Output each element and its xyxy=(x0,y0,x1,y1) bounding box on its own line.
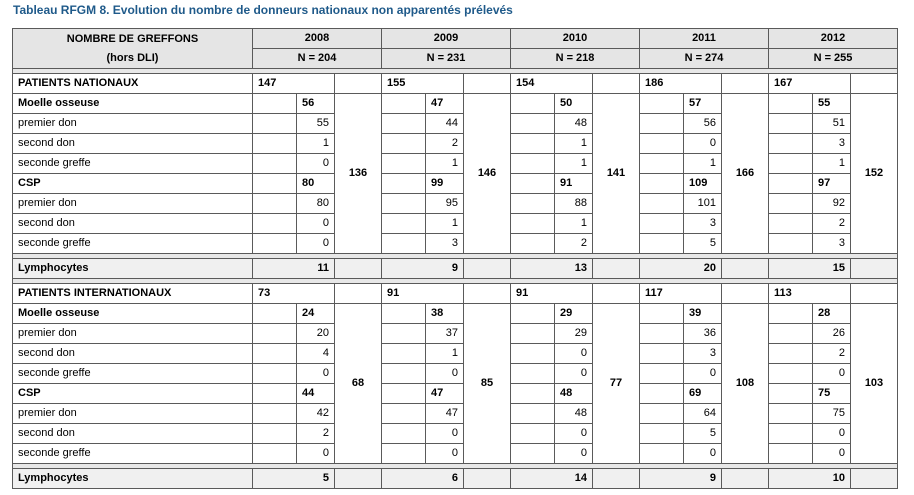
subtotal-value: 47 xyxy=(426,384,464,404)
indent-cell xyxy=(640,444,684,464)
detail-value: 1 xyxy=(555,214,593,234)
lymphocytes-value: 14 xyxy=(511,469,593,489)
detail-value: 3 xyxy=(813,234,851,254)
subtotal-value: 97 xyxy=(813,174,851,194)
section-total-empty xyxy=(722,74,769,94)
indent-cell xyxy=(511,404,555,424)
section-total-value: 91 xyxy=(382,284,464,304)
indent-cell xyxy=(769,134,813,154)
mo-csp-total: 166 xyxy=(722,94,769,254)
row-label: Moelle osseuse xyxy=(13,94,253,114)
detail-value: 26 xyxy=(813,324,851,344)
detail-value: 0 xyxy=(426,444,464,464)
indent-cell xyxy=(253,404,297,424)
indent-cell xyxy=(640,424,684,444)
indent-cell xyxy=(511,194,555,214)
indent-cell xyxy=(769,234,813,254)
lymphocytes-value: 9 xyxy=(640,469,722,489)
detail-value: 55 xyxy=(297,114,335,134)
section-total-empty xyxy=(593,284,640,304)
indent-cell xyxy=(769,194,813,214)
indent-cell xyxy=(253,304,297,324)
row-label: seconde greffe xyxy=(13,154,253,174)
detail-value: 2 xyxy=(555,234,593,254)
indent-cell xyxy=(253,424,297,444)
row-label: Moelle osseuse xyxy=(13,304,253,324)
indent-cell xyxy=(511,364,555,384)
indent-cell xyxy=(382,174,426,194)
lymphocytes-empty xyxy=(851,259,898,279)
lymphocytes-empty xyxy=(593,259,640,279)
detail-value: 0 xyxy=(297,214,335,234)
indent-cell xyxy=(511,424,555,444)
indent-cell xyxy=(511,214,555,234)
row-label: second don xyxy=(13,424,253,444)
indent-cell xyxy=(769,114,813,134)
indent-cell xyxy=(640,404,684,424)
mo-csp-total: 77 xyxy=(593,304,640,464)
indent-cell xyxy=(640,154,684,174)
detail-value: 36 xyxy=(684,324,722,344)
detail-value: 0 xyxy=(684,444,722,464)
subtotal-value: 47 xyxy=(426,94,464,114)
detail-value: 3 xyxy=(684,344,722,364)
detail-value: 51 xyxy=(813,114,851,134)
year-header-4: 2012 xyxy=(769,29,898,49)
table-title: Tableau RFGM 8. Evolution du nombre de donneurs nationaux non apparentés prélevés xyxy=(13,3,513,17)
indent-cell xyxy=(382,424,426,444)
indent-cell xyxy=(382,444,426,464)
section-label: PATIENTS INTERNATIONAUX xyxy=(13,284,253,304)
section-total-value: 91 xyxy=(511,284,593,304)
detail-value: 5 xyxy=(684,424,722,444)
indent-cell xyxy=(253,364,297,384)
year-n-4: N = 255 xyxy=(769,49,898,69)
indent-cell xyxy=(769,94,813,114)
section-total-value: 73 xyxy=(253,284,335,304)
year-header-3: 2011 xyxy=(640,29,769,49)
subtotal-value: 75 xyxy=(813,384,851,404)
lymphocytes-label: Lymphocytes xyxy=(13,469,253,489)
detail-value: 0 xyxy=(813,364,851,384)
section-total-empty xyxy=(335,284,382,304)
detail-value: 75 xyxy=(813,404,851,424)
header-row-years xyxy=(13,29,898,49)
detail-value: 1 xyxy=(684,154,722,174)
indent-cell xyxy=(640,214,684,234)
subtotal-value: 57 xyxy=(684,94,722,114)
indent-cell xyxy=(640,384,684,404)
lymphocytes-empty xyxy=(335,469,382,489)
detail-value: 0 xyxy=(297,364,335,384)
lymphocytes-row xyxy=(13,259,898,279)
indent-cell xyxy=(511,94,555,114)
subtotal-value: 56 xyxy=(297,94,335,114)
indent-cell xyxy=(769,304,813,324)
indent-cell xyxy=(382,344,426,364)
mo-csp-total: 141 xyxy=(593,94,640,254)
indent-cell xyxy=(769,404,813,424)
indent-cell xyxy=(769,444,813,464)
indent-cell xyxy=(640,114,684,134)
indent-cell xyxy=(382,94,426,114)
indent-cell xyxy=(382,134,426,154)
detail-value: 0 xyxy=(555,444,593,464)
detail-value: 64 xyxy=(684,404,722,424)
detail-value: 88 xyxy=(555,194,593,214)
lymphocytes-empty xyxy=(464,259,511,279)
indent-cell xyxy=(253,174,297,194)
subtotal-value: 48 xyxy=(555,384,593,404)
indent-cell xyxy=(640,364,684,384)
lymphocytes-value: 15 xyxy=(769,259,851,279)
detail-value: 0 xyxy=(555,424,593,444)
lymphocytes-empty xyxy=(335,259,382,279)
section-total-value: 147 xyxy=(253,74,335,94)
indent-cell xyxy=(253,154,297,174)
indent-cell xyxy=(640,94,684,114)
year-n-0: N = 204 xyxy=(253,49,382,69)
indent-cell xyxy=(253,214,297,234)
detail-value: 48 xyxy=(555,404,593,424)
section-total-value: 155 xyxy=(382,74,464,94)
lymphocytes-value: 20 xyxy=(640,259,722,279)
detail-value: 3 xyxy=(813,134,851,154)
mo-csp-total: 103 xyxy=(851,304,898,464)
detail-value: 20 xyxy=(297,324,335,344)
subtotal-value: 38 xyxy=(426,304,464,324)
indent-cell xyxy=(769,214,813,234)
detail-value: 95 xyxy=(426,194,464,214)
moelle-osseuse-row xyxy=(13,94,898,114)
section-total-value: 154 xyxy=(511,74,593,94)
mo-csp-total: 85 xyxy=(464,304,511,464)
detail-value: 48 xyxy=(555,114,593,134)
indent-cell xyxy=(511,134,555,154)
subtotal-value: 109 xyxy=(684,174,722,194)
indent-cell xyxy=(640,174,684,194)
detail-value: 2 xyxy=(426,134,464,154)
lymphocytes-value: 10 xyxy=(769,469,851,489)
detail-value: 1 xyxy=(555,134,593,154)
indent-cell xyxy=(382,114,426,134)
section-total-empty xyxy=(851,284,898,304)
detail-value: 101 xyxy=(684,194,722,214)
row-label: second don xyxy=(13,214,253,234)
row-label: CSP xyxy=(13,174,253,194)
detail-value: 1 xyxy=(426,154,464,174)
section-label: PATIENTS NATIONAUX xyxy=(13,74,253,94)
mo-csp-total: 152 xyxy=(851,94,898,254)
indent-cell xyxy=(769,344,813,364)
section-total-empty xyxy=(851,74,898,94)
detail-value: 1 xyxy=(555,154,593,174)
indent-cell xyxy=(640,344,684,364)
indent-cell xyxy=(511,324,555,344)
detail-value: 44 xyxy=(426,114,464,134)
detail-value: 42 xyxy=(297,404,335,424)
row-label: premier don xyxy=(13,324,253,344)
detail-value: 56 xyxy=(684,114,722,134)
detail-value: 47 xyxy=(426,404,464,424)
subtotal-value: 91 xyxy=(555,174,593,194)
indent-cell xyxy=(382,154,426,174)
mo-csp-total: 108 xyxy=(722,304,769,464)
indent-cell xyxy=(769,424,813,444)
lymphocytes-empty xyxy=(464,469,511,489)
lymphocytes-value: 9 xyxy=(382,259,464,279)
indent-cell xyxy=(253,384,297,404)
subtotal-value: 39 xyxy=(684,304,722,324)
indent-cell xyxy=(253,324,297,344)
lymphocytes-value: 6 xyxy=(382,469,464,489)
detail-value: 0 xyxy=(555,344,593,364)
detail-value: 2 xyxy=(813,214,851,234)
indent-cell xyxy=(253,344,297,364)
indent-cell xyxy=(382,214,426,234)
row-label: second don xyxy=(13,134,253,154)
donor-evolution-table xyxy=(12,28,898,489)
header-label-line1: NOMBRE DE GREFFONS xyxy=(66,32,199,45)
detail-value: 0 xyxy=(555,364,593,384)
indent-cell xyxy=(253,234,297,254)
moelle-osseuse-row xyxy=(13,304,898,324)
year-header-2: 2010 xyxy=(511,29,640,49)
mo-csp-total: 136 xyxy=(335,94,382,254)
indent-cell xyxy=(511,304,555,324)
lymphocytes-label: Lymphocytes xyxy=(13,259,253,279)
subtotal-value: 28 xyxy=(813,304,851,324)
detail-value: 0 xyxy=(684,134,722,154)
indent-cell xyxy=(382,304,426,324)
section-total-value: 117 xyxy=(640,284,722,304)
indent-cell xyxy=(382,194,426,214)
lymphocytes-empty xyxy=(851,469,898,489)
year-header-0: 2008 xyxy=(253,29,382,49)
section-total-empty xyxy=(464,284,511,304)
indent-cell xyxy=(640,194,684,214)
subtotal-value: 24 xyxy=(297,304,335,324)
detail-value: 2 xyxy=(297,424,335,444)
subtotal-value: 50 xyxy=(555,94,593,114)
detail-value: 5 xyxy=(684,234,722,254)
detail-value: 0 xyxy=(297,154,335,174)
subtotal-value: 69 xyxy=(684,384,722,404)
detail-value: 2 xyxy=(813,344,851,364)
indent-cell xyxy=(253,194,297,214)
detail-value: 0 xyxy=(684,364,722,384)
indent-cell xyxy=(511,114,555,134)
year-n-2: N = 218 xyxy=(511,49,640,69)
indent-cell xyxy=(769,324,813,344)
lymphocytes-row xyxy=(13,469,898,489)
indent-cell xyxy=(511,154,555,174)
section-total-value: 167 xyxy=(769,74,851,94)
detail-value: 0 xyxy=(426,364,464,384)
detail-value: 1 xyxy=(813,154,851,174)
indent-cell xyxy=(382,324,426,344)
year-n-3: N = 274 xyxy=(640,49,769,69)
section-total-empty xyxy=(464,74,511,94)
detail-value: 0 xyxy=(297,234,335,254)
indent-cell xyxy=(253,114,297,134)
indent-cell xyxy=(511,174,555,194)
indent-cell xyxy=(769,154,813,174)
year-n-1: N = 231 xyxy=(382,49,511,69)
indent-cell xyxy=(511,444,555,464)
detail-value: 1 xyxy=(297,134,335,154)
lymphocytes-empty xyxy=(722,259,769,279)
lymphocytes-value: 5 xyxy=(253,469,335,489)
row-label: second don xyxy=(13,344,253,364)
indent-cell xyxy=(640,234,684,254)
indent-cell xyxy=(640,134,684,154)
indent-cell xyxy=(511,344,555,364)
subtotal-value: 55 xyxy=(813,94,851,114)
indent-cell xyxy=(769,174,813,194)
row-label: seconde greffe xyxy=(13,234,253,254)
lymphocytes-empty xyxy=(722,469,769,489)
section-total-row xyxy=(13,284,898,304)
indent-cell xyxy=(640,324,684,344)
row-label: premier don xyxy=(13,404,253,424)
detail-value: 80 xyxy=(297,194,335,214)
indent-cell xyxy=(382,364,426,384)
indent-cell xyxy=(511,384,555,404)
subtotal-value: 44 xyxy=(297,384,335,404)
indent-cell xyxy=(382,234,426,254)
indent-cell xyxy=(253,444,297,464)
detail-value: 0 xyxy=(297,444,335,464)
section-total-value: 186 xyxy=(640,74,722,94)
subtotal-value: 80 xyxy=(297,174,335,194)
indent-cell xyxy=(511,234,555,254)
header-label-cell xyxy=(13,29,253,69)
detail-value: 0 xyxy=(426,424,464,444)
indent-cell xyxy=(769,384,813,404)
indent-cell xyxy=(640,304,684,324)
detail-value: 37 xyxy=(426,324,464,344)
detail-value: 1 xyxy=(426,344,464,364)
lymphocytes-value: 11 xyxy=(253,259,335,279)
mo-csp-total: 146 xyxy=(464,94,511,254)
detail-value: 1 xyxy=(426,214,464,234)
section-total-row xyxy=(13,74,898,94)
indent-cell xyxy=(253,134,297,154)
mo-csp-total: 68 xyxy=(335,304,382,464)
section-total-empty xyxy=(593,74,640,94)
indent-cell xyxy=(382,404,426,424)
indent-cell xyxy=(382,384,426,404)
indent-cell xyxy=(769,364,813,384)
detail-value: 29 xyxy=(555,324,593,344)
subtotal-value: 99 xyxy=(426,174,464,194)
section-total-empty xyxy=(335,74,382,94)
lymphocytes-empty xyxy=(593,469,640,489)
row-label: CSP xyxy=(13,384,253,404)
row-label: seconde greffe xyxy=(13,444,253,464)
detail-value: 3 xyxy=(426,234,464,254)
header-label-line2: (hors DLI) xyxy=(106,51,159,64)
row-label: premier don xyxy=(13,194,253,214)
section-total-value: 113 xyxy=(769,284,851,304)
detail-value: 3 xyxy=(684,214,722,234)
section-total-empty xyxy=(722,284,769,304)
detail-value: 92 xyxy=(813,194,851,214)
subtotal-value: 29 xyxy=(555,304,593,324)
detail-value: 4 xyxy=(297,344,335,364)
lymphocytes-value: 13 xyxy=(511,259,593,279)
row-label: seconde greffe xyxy=(13,364,253,384)
indent-cell xyxy=(253,94,297,114)
detail-value: 0 xyxy=(813,424,851,444)
detail-value: 0 xyxy=(813,444,851,464)
year-header-1: 2009 xyxy=(382,29,511,49)
row-label: premier don xyxy=(13,114,253,134)
